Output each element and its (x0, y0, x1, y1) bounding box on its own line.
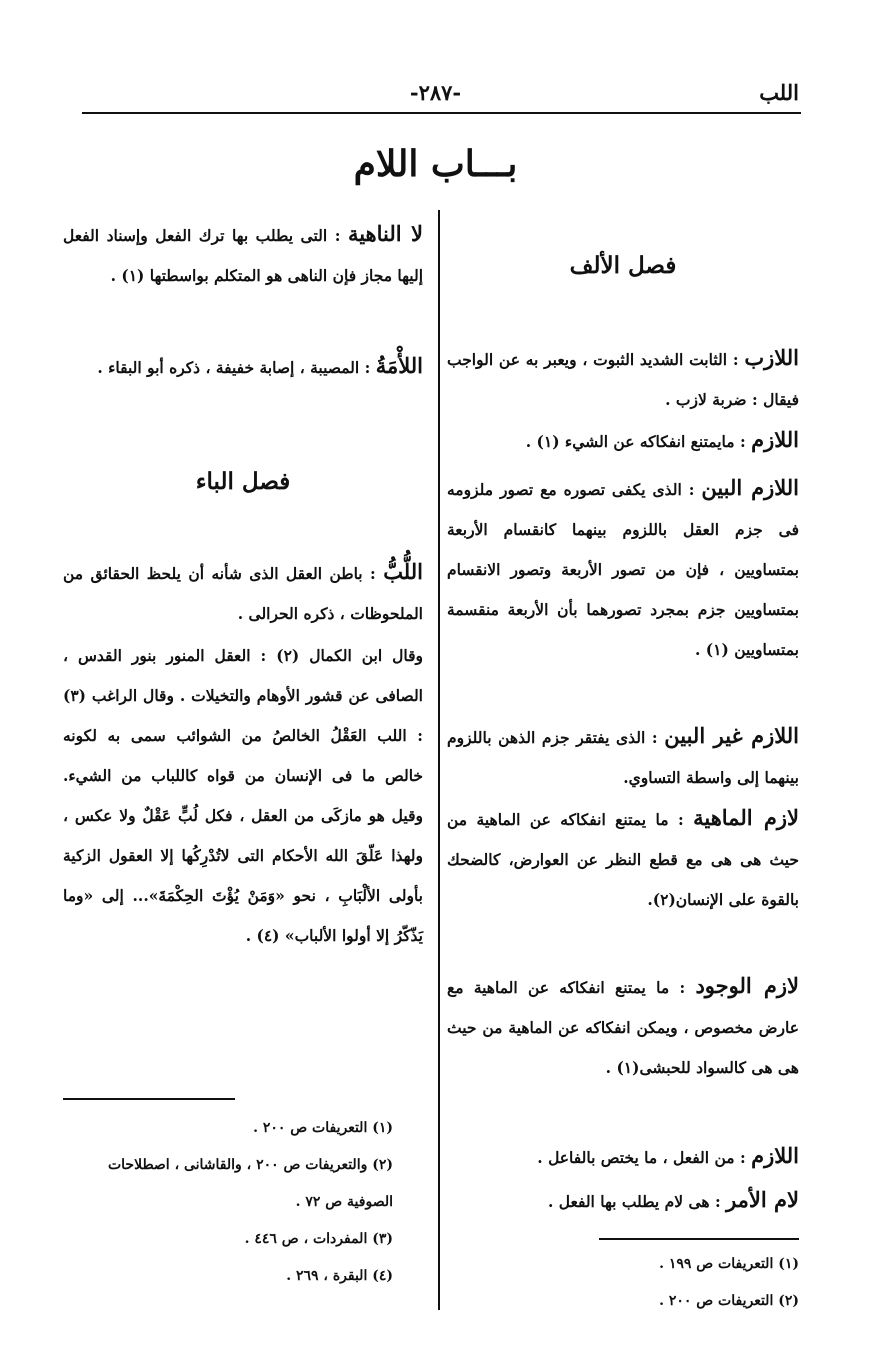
entry-separator: : (734, 1148, 752, 1167)
entry (447, 1180, 799, 1222)
footnote: (٤) البقرة ، ٢٦٩ . (286, 1268, 393, 1284)
entry-text: هى لام يطلب بها الفعل . (547, 1192, 710, 1211)
footnote: (٢) التعريفات ص ٢٠٠ . (659, 1293, 799, 1309)
entry-text: وقال ابن الكمال (٢) : العقل المنور بنور القدس ، الصافى عن قشور الأوهام والتخيلات . وقال الراغب (٣) : اللب العَقْلُ الخالصُ من الشوائب سمى به لكونه خالص ما فى الإنسان من قواه كاللباب من الشيء. وقيل هو مازكَى من العقل ، فكل لُبٍّ عَقْلٌ ولا عكس ، ولهذا عَلّقَ الله الأحكام التى لاتُدْرِكُها إلا العقول الزكية بأولى الألْبَابِ ، نحو «وَمَنْ يُؤْتَ الحِكْمَةَ»... إلى «وما يَذّكّرُ إلا أولوا الألباب» (٤) . (63, 646, 424, 945)
entry-separator: : (727, 350, 745, 369)
entry-text: المصيبة ، إصابة خفيفة ، ذكره أبو البقاء . (97, 358, 360, 377)
entry-text: الثابت الشديد الثبوت ، ويعبر به عن الواجب فيقال : ضربة لازب . (447, 350, 799, 409)
left-column (63, 0, 423, 1350)
entry-text: ما يمتنع انفكاكه عن الماهية من حيث هى هى مع قطع النظر عن العوارض، كالضحك بالقوة على الإنسان(٢). (447, 810, 799, 909)
footnote: (١) التعريفات ص ٢٠٠ . (253, 1120, 393, 1136)
entry-term: اللازب (744, 345, 799, 370)
running-head-word: اللب (759, 80, 799, 105)
entry-separator: : (709, 1192, 727, 1211)
entry-term: لازم الوجود (695, 973, 800, 998)
footnote: (١) التعريفات ص ١٩٩ . (659, 1256, 799, 1272)
entry-separator: : (734, 432, 752, 451)
entry-term: لام الأمر (726, 1187, 799, 1212)
entry-text: مايمتنع انفكاكه عن الشيء (١) . (525, 432, 735, 451)
column-divider (438, 210, 440, 1310)
entry-text: الذى يفتقر جزم الذهن باللزوم بينهما إلى واسطة التساوي. (447, 728, 799, 787)
section-title: فصل الباء (195, 468, 291, 495)
entry-term: لازم الماهية (693, 805, 800, 830)
entry-separator: : (645, 728, 665, 747)
entry-text: ما يمتنع انفكاكه عن الماهية مع عارض مخصوص ، ويمكن انفكاكه عن الماهية من حيث هى هى كالسواد للحبشى(١) . (447, 978, 799, 1077)
entry-text: من الفعل ، ما يختص بالفاعل . (537, 1148, 735, 1167)
entry-separator: : (681, 480, 702, 499)
entry (447, 338, 799, 420)
entry-term: اللازم غير البين (664, 723, 800, 748)
entry-separator: : (669, 978, 696, 997)
footnotes (447, 1246, 799, 1320)
entry-term: لا الناهية (347, 221, 423, 246)
entry (447, 716, 799, 798)
chapter-title: بـــاب اللام (353, 143, 518, 185)
entry (63, 214, 423, 296)
entry-term: اللأْمَةُ (375, 353, 423, 378)
entry-text: باطن العقل الذى شأنه أن يلحظ الحقائق من الملحوظات ، ذكره الحرالى . (63, 564, 423, 623)
entry (447, 468, 799, 670)
right-column (447, 0, 799, 1350)
entry-term: اللُّبُّ (383, 559, 423, 584)
entry (447, 420, 799, 462)
entry (447, 798, 799, 920)
entry-separator: : (359, 358, 376, 377)
entry (447, 966, 799, 1088)
entry (63, 346, 423, 388)
footnote: (٣) المفردات ، ص ٤٤٦ . (244, 1231, 393, 1247)
entry-term: اللازم البين (701, 475, 799, 500)
footnote-rule (599, 1238, 799, 1240)
entry-text: التى يطلب بها ترك الفعل وإسناد الفعل إليها مجاز فإن الناهى هو المتكلم بواسطتها (١) . (63, 226, 423, 285)
entry (447, 1136, 799, 1178)
entry (63, 552, 423, 634)
page-number: -٢٨٧- (409, 80, 462, 105)
entry-separator: : (362, 564, 384, 583)
entry-term: اللازم (751, 1143, 799, 1168)
entry-term: اللازم (751, 427, 799, 452)
footnote: (٢) والتعريفات ص ٢٠٠ ، والقاشانى ، اصطلاحات الصوفية ص ٧٢ . (107, 1157, 393, 1210)
entry-text: الذى يكفى تصوره مع تصور ملزومه فى جزم العقل باللزوم بينهما كانقسام الأربعة بمتساويين ، فإن من تصور الأربعة وتصور الانقسام بمتساويين جزم بمجرد تصورهما بأن الأربعة منقسمة بمتساويين (١) . (447, 480, 799, 659)
entry-separator: : (327, 226, 348, 245)
footnotes (63, 1110, 393, 1295)
entry-paragraph (63, 636, 423, 956)
entry-separator: : (668, 810, 694, 829)
footnote-rule (63, 1098, 235, 1100)
section-title: فصل الألف (569, 252, 677, 279)
